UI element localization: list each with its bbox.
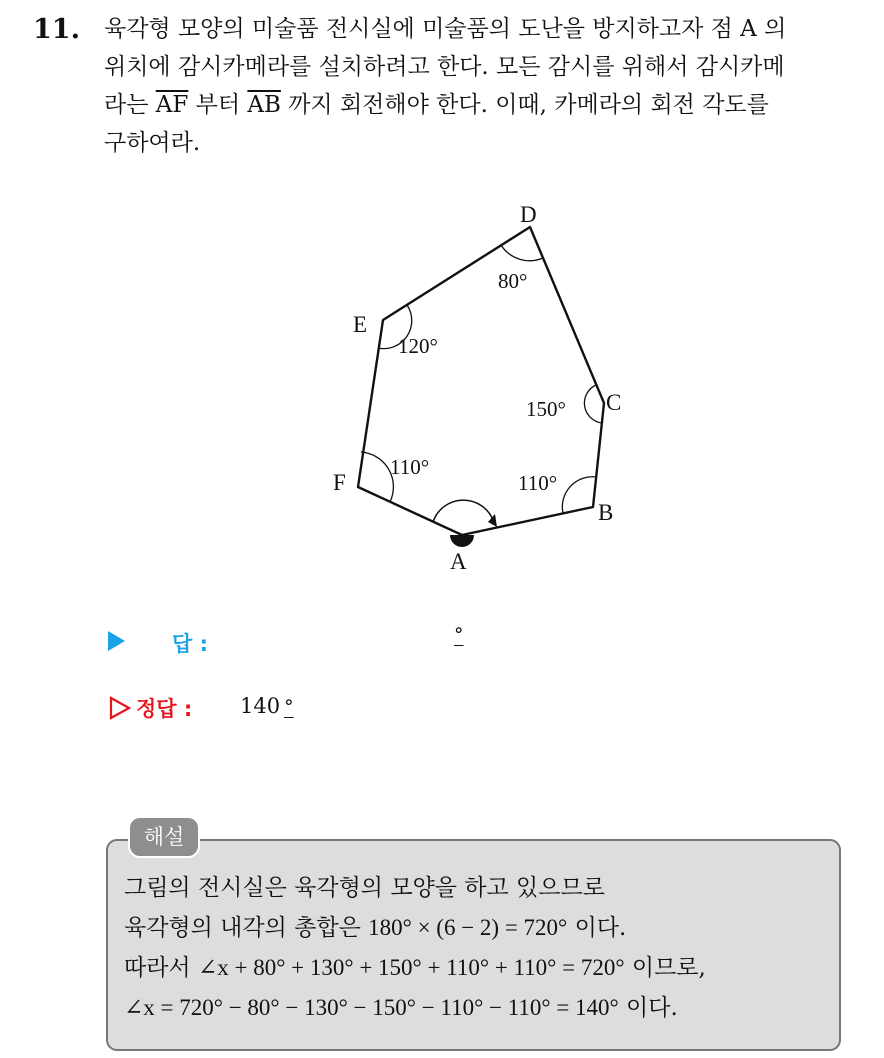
question-line-3 <box>104 86 864 124</box>
correct-answer-number: 140 <box>240 694 281 718</box>
question-line-3-prefix: 라는 <box>104 92 156 118</box>
segment-ab: $\overline{AB}$ <box>247 92 281 118</box>
question-line-2: 위치에 감시카메라를 설치하려고 한다. 모든 감시를 위해서 감시카메 <box>104 54 785 80</box>
correct-answer-row <box>108 694 608 724</box>
question-number: 11. <box>33 14 80 45</box>
answer-input-unit[interactable]: ° <box>454 624 464 646</box>
correct-triangle-outline-icon <box>108 696 132 720</box>
answer-label: 답 : <box>172 632 208 656</box>
explanation-line-3-math: ∠x + 80° + 130° + 150° + 110° + 110° = 720° <box>197 955 625 980</box>
correct-answer-label: 정답 : <box>136 697 193 721</box>
explanation-line-4-math: ∠x = 720° − 80° − 130° − 150° − 110° − 110° = 140° <box>124 995 619 1020</box>
explanation-line-4 <box>124 988 834 1028</box>
explanation-line-2-math: 180° × (6 − 2) = 720° <box>368 915 568 940</box>
answer-triangle-icon <box>108 631 125 651</box>
angle-label-b: 110° <box>518 471 558 495</box>
vertex-label-b: B <box>598 500 614 525</box>
correct-answer-value <box>240 694 294 718</box>
correct-answer-unit: ° <box>284 696 294 718</box>
vertex-label-d: D <box>520 202 537 227</box>
explanation-line-3-text: 따라서 <box>124 955 198 981</box>
explanation-line-4-end: 이다. <box>618 995 678 1021</box>
angle-label-d: 80° <box>498 269 528 293</box>
question-text <box>104 10 864 162</box>
question-line-4: 구하여라. <box>104 130 201 156</box>
hexagon-diagram <box>300 190 660 590</box>
question-line-1: 육각형 모양의 미술품 전시실에 미술품의 도난을 방지하고자 점 A 의 <box>104 16 787 42</box>
explanation-text <box>124 868 834 1028</box>
explanation-line-2-end: 이다. <box>567 915 627 941</box>
question-line-3-middle: 부터 <box>188 92 248 118</box>
angle-label-c: 150° <box>526 397 566 421</box>
answer-row <box>108 624 608 658</box>
question-line-3-suffix: 까지 회전해야 한다. 이때, 카메라의 회전 각도를 <box>280 92 769 118</box>
vertex-label-f: F <box>333 470 346 495</box>
camera-rotation-arc <box>433 500 493 522</box>
vertex-label-e: E <box>353 312 368 337</box>
rotation-arrowhead <box>488 514 497 527</box>
vertex-label-a: A <box>450 549 467 574</box>
hexagon-figure <box>300 190 660 590</box>
angle-label-f: 110° <box>390 455 430 479</box>
explanation-line-2 <box>124 908 834 948</box>
explanation-line-3 <box>124 948 834 988</box>
hexagon-outline <box>358 227 604 535</box>
angle-label-e: 120° <box>398 334 438 358</box>
explanation-line-1: 그림의 전시실은 육각형의 모양을 하고 있으므로 <box>124 875 605 901</box>
angle-arc-d <box>501 245 543 261</box>
segment-af: $\overline{AF}$ <box>155 92 189 118</box>
vertex-label-c: C <box>606 390 622 415</box>
explanation-line-3-end: 이므로, <box>624 955 706 981</box>
angle-arc-f <box>361 452 393 502</box>
explanation-line-2-text: 육각형의 내각의 총합은 <box>124 915 369 941</box>
explanation-tab: 해설 <box>128 816 200 858</box>
camera-icon <box>450 535 474 547</box>
